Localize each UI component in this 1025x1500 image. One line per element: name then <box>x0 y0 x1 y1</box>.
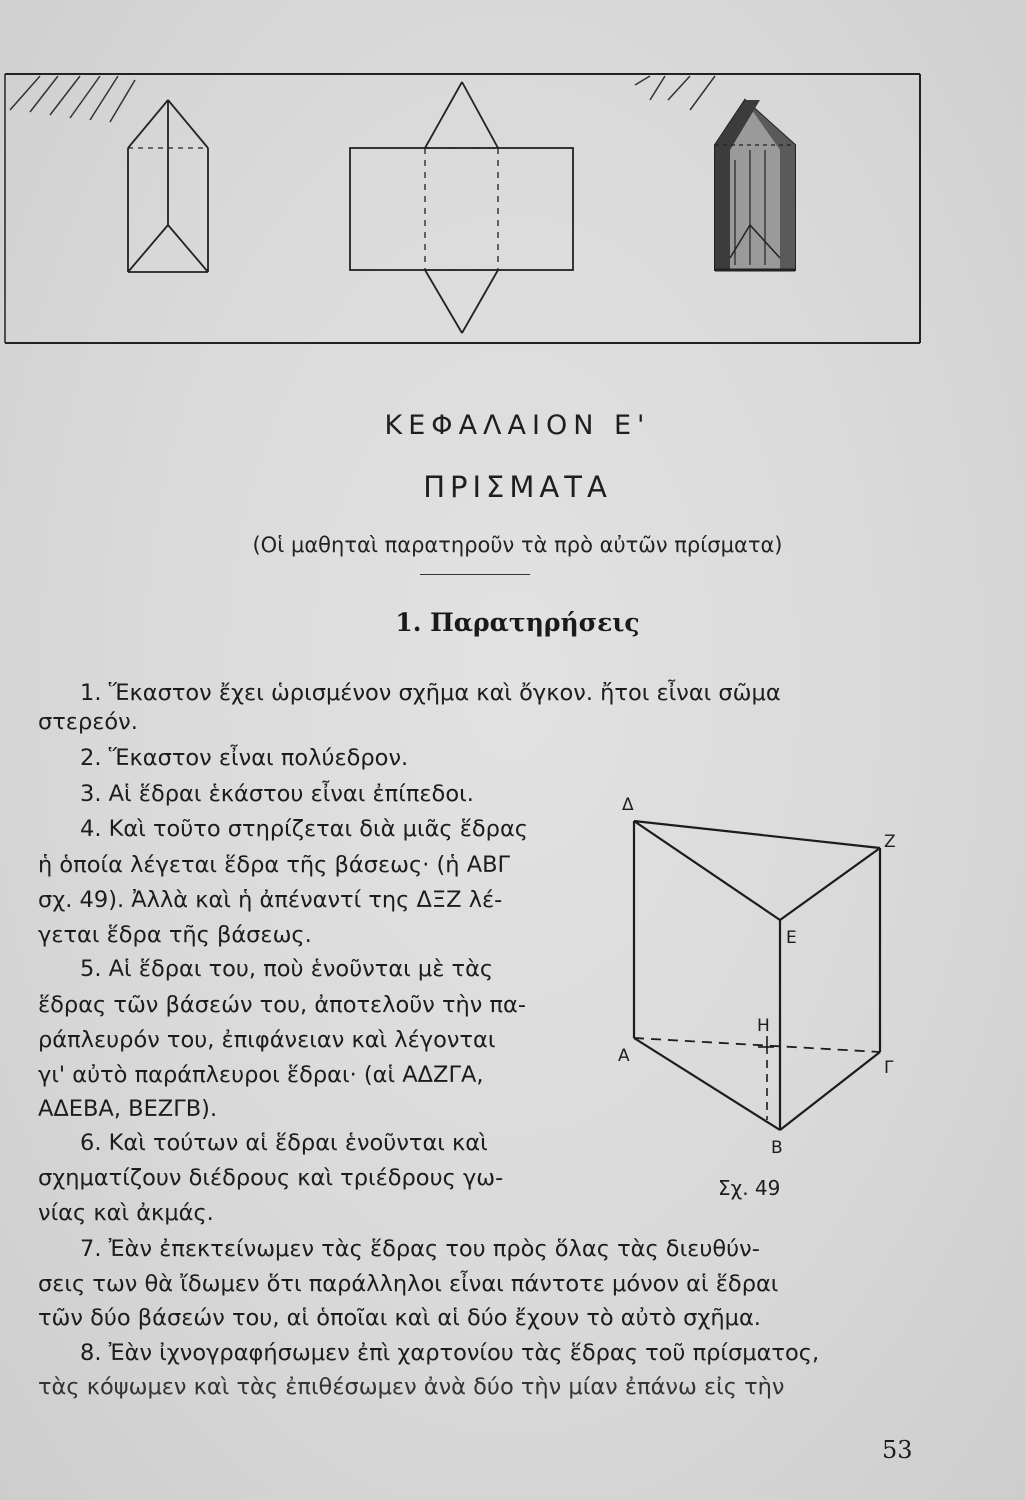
text-line: 2. Ἕκαστον εἶναι πολύεδρον. <box>80 745 409 771</box>
figure-caption: Σχ. 49 <box>718 1176 781 1200</box>
text-line: 3. Αἱ ἕδραι ἑκάστου εἶναι ἐπίπεδοι. <box>80 781 474 807</box>
section-heading: 1. Παρατηρήσεις <box>395 608 640 637</box>
label-delta: Δ <box>622 795 634 815</box>
page-title: ΠΡΙΣΜΑΤΑ <box>423 470 612 504</box>
text-line: 1. Ἕκαστον ἔχει ὡρισμένον σχῆμα καὶ ὄγκον. ἤτοι εἶναι σῶμα <box>80 680 781 706</box>
subtitle: (Οἱ μαθηταὶ παρατηροῦν τὰ πρὸ αὐτῶν πρίσματα) <box>252 533 783 557</box>
text-line: ἕδρας τῶν βάσεών του, ἀποτελοῦν τὴν πα- <box>38 992 527 1018</box>
label-zeta: Ζ <box>884 832 896 852</box>
text-line: 8. Ἐὰν ἰχνογραφήσωμεν ἐπὶ χαρτονίου τὰς ἕδρας τοῦ πρίσματος, <box>80 1340 820 1366</box>
text-line: 6. Καὶ τούτων αἱ ἕδραι ἑνοῦνται καὶ <box>80 1130 488 1156</box>
text-line: σχ. 49). Ἀλλὰ καὶ ἡ ἀπέναντί της ΔΞΖ λέ- <box>38 887 503 913</box>
text-line: σχηματίζουν διέδρους καὶ τριέδρους γω- <box>38 1165 504 1191</box>
text-line: τὰς κόψωμεν καὶ τὰς ἐπιθέσωμεν ἀνὰ δύο τὴν μίαν ἐπάνω εἰς τὴν <box>38 1374 785 1400</box>
chapter-heading: ΚΕΦΑΛΑΙΟΝ Ε' <box>384 410 651 441</box>
text-line: 5. Αἱ ἕδραι του, ποὺ ἑνοῦνται μὲ τὰς <box>80 956 494 982</box>
label-alpha: Α <box>618 1046 630 1066</box>
text-line: σεις των θὰ ἴδωμεν ὅτι παράλληλοι εἶναι πάντοτε μόνον αἱ ἕδραι <box>38 1271 779 1297</box>
text-line: τῶν δύο βάσεών του, αἱ ὁποῖαι καὶ αἱ δύο ἔχουν τὸ αὐτὸ σχῆμα. <box>38 1305 761 1331</box>
text-line: ΑΔΕΒΑ, ΒΕΖΓΒ). <box>38 1096 218 1122</box>
label-eta: Η <box>757 1016 770 1036</box>
label-beta: Β <box>771 1138 783 1158</box>
text-line: 4. Καὶ τοῦτο στηρίζεται διὰ μιᾶς ἕδρας <box>80 816 529 842</box>
text-line: στερεόν. <box>38 709 138 735</box>
text-line: ράπλευρόν του, ἐπιφάνειαν καὶ λέγονται <box>38 1027 496 1053</box>
text-line: γεται ἕδρα τῆς βάσεως. <box>38 922 312 948</box>
text-line: 7. Ἐὰν ἐπεκτείνωμεν τὰς ἕδρας του πρὸς ὅλας τὰς διευθύν- <box>80 1236 760 1262</box>
label-epsilon: Ε <box>786 928 797 948</box>
text-line: ἡ ὁποία λέγεται ἕδρα τῆς βάσεως· (ἡ ΑΒΓ <box>38 852 511 878</box>
page-number: 53 <box>882 1436 913 1464</box>
text-line: γι' αὐτὸ παράπλευροι ἕδραι· (αἱ ΑΔΖΓΑ, <box>38 1062 484 1088</box>
text-line: νίας καὶ ἀκμάς. <box>38 1200 214 1226</box>
label-gamma: Γ <box>884 1058 894 1078</box>
